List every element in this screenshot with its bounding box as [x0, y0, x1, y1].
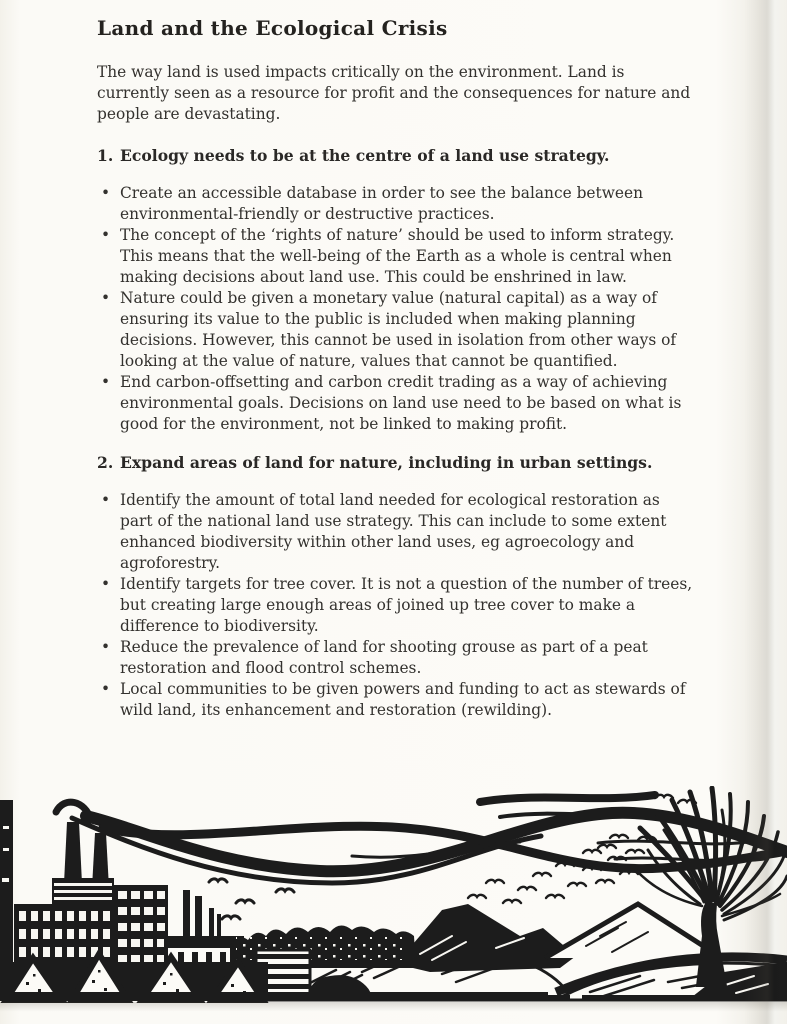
section-2-bullet-list — [97, 490, 694, 721]
list-item — [97, 679, 694, 721]
intro-paragraph: The way land is used impacts critically on the environment. Land is currently seen as a resource for profit and the consequences for nature and people are devastating. — [97, 63, 691, 123]
list-item — [97, 225, 694, 288]
list-item — [97, 372, 694, 435]
list-item — [97, 637, 694, 679]
list-item-text: Local communities to be given powers and funding to act as stewards of wild land, its enhancement and restoration (rewilding). — [120, 680, 686, 719]
landscape-woodcut-illustration — [0, 786, 787, 1004]
bullet-icon: • — [101, 575, 111, 593]
page-title: Land and the Ecological Crisis — [97, 16, 448, 40]
list-item — [97, 490, 694, 574]
list-item — [97, 288, 694, 372]
list-item-text: Reduce the prevalence of land for shooting grouse as part of a peat restoration and flood control schemes. — [120, 638, 648, 677]
list-item-text: Create an accessible database in order to see the balance between environmental-friendly or destructive practices. — [120, 184, 644, 223]
bullet-icon: • — [101, 184, 111, 202]
bullet-icon: • — [101, 373, 111, 391]
list-item-text: The concept of the ‘rights of nature’ should be used to inform strategy. This means that the well-being of the Earth as a whole is central when making decisions about land use. This could be enshrined in law. — [120, 226, 675, 286]
list-item — [97, 574, 694, 637]
bullet-icon: • — [101, 289, 111, 307]
list-item — [97, 183, 694, 225]
list-item-text: End carbon-offsetting and carbon credit trading as a way of achieving environmental goals. Decisions on land use need to be based on what is good for the environment, not be linked to making profit. — [120, 373, 682, 433]
section-2-heading — [97, 452, 694, 473]
section-heading-text: Expand areas of land for nature, including in urban settings. — [120, 453, 653, 472]
section-1-bullet-list — [97, 183, 694, 435]
bullet-icon: • — [101, 226, 111, 244]
section-1-heading — [97, 145, 694, 166]
list-item-text: Identify targets for tree cover. It is not a question of the number of trees, but creating large enough areas of joined up tree cover to make a difference to biodiversity. — [120, 575, 693, 635]
list-item-text: Nature could be given a monetary value (natural capital) as a way of ensuring its value to the public is included when making planning decisions. However, this cannot be used in isolation from other ways of looking at the value of nature, values that cannot be quantified. — [120, 289, 677, 370]
bullet-icon: • — [101, 638, 111, 656]
section-number: 1. — [97, 146, 114, 165]
bullet-icon: • — [101, 680, 111, 698]
section-number: 2. — [97, 453, 114, 472]
list-item-text: Identify the amount of total land needed for ecological restoration as part of the national land use strategy. This can include to some extent enhanced biodiversity within other land uses, eg agroecology and agroforestry. — [120, 491, 667, 572]
section-heading-text: Ecology needs to be at the centre of a land use strategy. — [120, 146, 610, 165]
page-content — [97, 0, 694, 738]
bullet-icon: • — [101, 491, 111, 509]
